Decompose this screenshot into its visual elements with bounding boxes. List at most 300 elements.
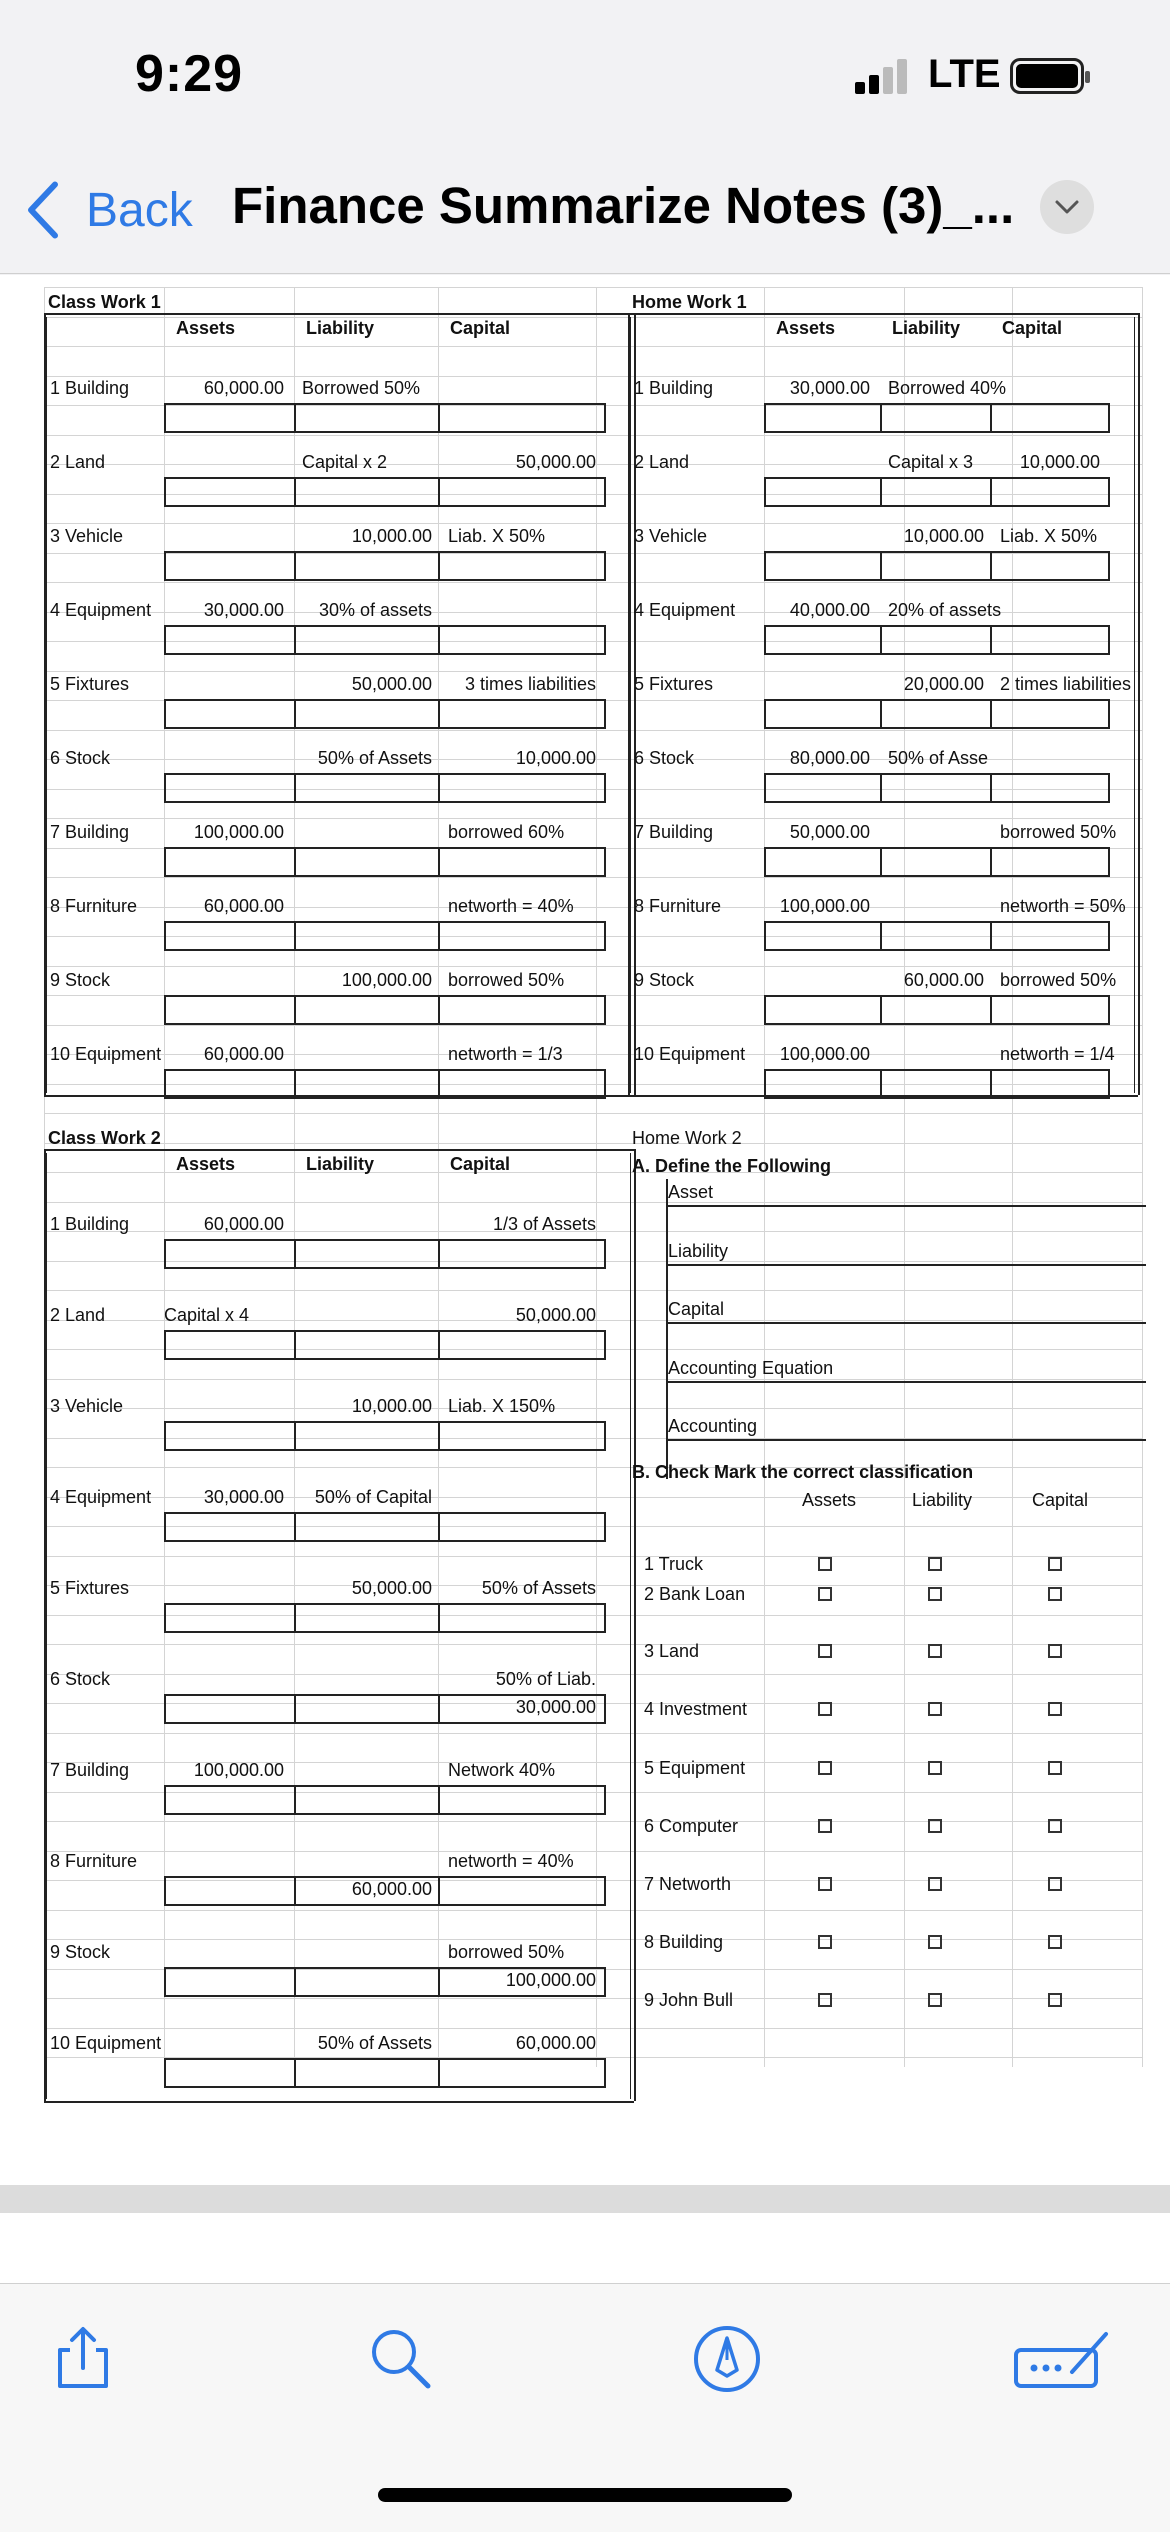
grid-row-line — [44, 641, 1142, 642]
row-label: 3 Vehicle — [634, 526, 708, 546]
title-menu-button[interactable] — [1040, 180, 1094, 234]
grid-row-line — [44, 936, 1142, 937]
answer-box — [294, 1603, 296, 1633]
column-header: Liability — [306, 318, 375, 338]
answer-box — [604, 1069, 606, 1099]
liability-cell: Borrowed 40% — [888, 378, 1007, 398]
check-item-label: 6 Computer — [644, 1816, 739, 1836]
answer-box — [764, 949, 1108, 951]
answer-box — [880, 477, 882, 507]
answer-box — [164, 505, 604, 507]
assets-cell: 30,000.00 — [789, 378, 870, 398]
grid-row-line — [44, 523, 1142, 524]
answer-box — [294, 1239, 296, 1269]
answer-box — [604, 1421, 606, 1451]
block-title: Class Work 1 — [48, 292, 161, 312]
define-term: Asset — [668, 1182, 714, 1202]
capital-cell: 60,000.00 — [515, 2033, 596, 2053]
answer-box — [880, 403, 882, 433]
grid-row-line — [44, 435, 1142, 436]
answer-box — [294, 1967, 296, 1997]
answer-box — [1108, 995, 1110, 1025]
share-button[interactable] — [48, 2324, 118, 2394]
table-border — [628, 313, 1138, 315]
check-item-label: 9 John Bull — [644, 1990, 734, 2010]
capital-cell: Liab. X 150% — [448, 1396, 556, 1416]
answer-box — [164, 773, 604, 775]
answer-box — [294, 995, 296, 1025]
row-label: 8 Furniture — [50, 1851, 138, 1871]
answer-box — [604, 1785, 606, 1815]
assets-cell: 60,000.00 — [203, 1044, 284, 1064]
grid-row-line — [44, 346, 1142, 347]
answer-box — [438, 1603, 440, 1633]
answer-box — [666, 1179, 668, 1479]
answer-box — [1108, 921, 1110, 951]
grid-row-line — [44, 1526, 1142, 1527]
answer-box — [438, 1785, 440, 1815]
answer-box — [164, 2058, 166, 2088]
markup-button[interactable] — [692, 2324, 762, 2394]
grid-column-line — [596, 287, 597, 2067]
table-border-inner — [46, 1153, 47, 2099]
answer-box — [164, 1449, 604, 1451]
capital-cell: networth = 40% — [448, 1851, 574, 1871]
grid-column-line — [1012, 287, 1013, 2067]
assets-cell: 80,000.00 — [789, 748, 870, 768]
row-label: 6 Stock — [634, 748, 695, 768]
answer-box — [164, 551, 166, 581]
grid-row-line — [44, 1939, 1142, 1940]
answer-box — [438, 625, 440, 655]
answer-box — [764, 847, 1108, 849]
liability-cell: 100,000.00 — [341, 970, 432, 990]
answer-box — [294, 1876, 296, 1906]
navigation-bar — [0, 150, 1170, 274]
row-label: 7 Building — [634, 822, 714, 842]
grid-row-line — [44, 671, 1142, 672]
assets-cell: 60,000.00 — [203, 1214, 284, 1234]
checkbox[interactable] — [818, 1819, 832, 1833]
answer-box — [164, 1239, 166, 1269]
answer-box — [604, 625, 606, 655]
answer-box — [294, 477, 296, 507]
answer-box — [164, 1330, 166, 1360]
column-header: Liability — [912, 1490, 973, 1510]
liability-cell: 10,000.00 — [351, 526, 432, 546]
answer-box — [294, 625, 296, 655]
column-header: Assets — [802, 1490, 857, 1510]
grid-row-line — [44, 405, 1142, 406]
checkbox[interactable] — [928, 1993, 942, 2007]
checkbox[interactable] — [928, 1644, 942, 1658]
grid-row-line — [44, 1880, 1142, 1881]
answer-box — [880, 1069, 882, 1099]
answer-box — [880, 847, 882, 877]
row-label: 8 Furniture — [50, 896, 138, 916]
answer-box — [1108, 773, 1110, 803]
checkbox[interactable] — [928, 1935, 942, 1949]
capital-cell: Liab. X 50% — [448, 526, 546, 546]
answer-box — [764, 801, 1108, 803]
checkbox[interactable] — [818, 1557, 832, 1571]
row-label: 1 Building — [634, 378, 714, 398]
capital-cell: 50% of Assets — [481, 1578, 596, 1598]
section-heading: B. Check Mark the correct classification — [632, 1462, 974, 1482]
answer-box — [164, 1267, 604, 1269]
answer-box — [164, 1512, 604, 1514]
answer-box — [438, 699, 440, 729]
answer-box — [990, 773, 992, 803]
check-item-label: 1 Truck — [644, 1554, 704, 1574]
answer-box — [164, 773, 166, 803]
document-view[interactable] — [0, 275, 1170, 2185]
answer-box — [294, 1069, 296, 1099]
answer-box — [990, 995, 992, 1025]
answer-box — [164, 1694, 166, 1724]
answer-box — [438, 1069, 440, 1099]
answer-box — [1108, 403, 1110, 433]
liability-cell: 20% of assets — [888, 600, 1002, 620]
answer-box — [764, 625, 766, 655]
answer-box — [438, 1876, 440, 1906]
answer-box — [164, 1097, 604, 1099]
grid-row-line — [44, 1998, 1142, 1999]
answer-box — [764, 505, 1108, 507]
checkbox[interactable] — [818, 1935, 832, 1949]
grid-row-line — [44, 1290, 1142, 1291]
checkbox[interactable] — [818, 1702, 832, 1716]
column-header: Assets — [176, 1154, 236, 1174]
answer-box — [604, 1694, 606, 1724]
assets-cell: 100,000.00 — [779, 896, 870, 916]
answer-box — [438, 773, 440, 803]
answer-box — [438, 403, 440, 433]
liability-cell: 20,000.00 — [903, 674, 984, 694]
liability-cell: 30% of assets — [318, 600, 432, 620]
checkbox[interactable] — [928, 1761, 942, 1775]
answer-box — [294, 403, 296, 433]
liability-cell: 60,000.00 — [903, 970, 984, 990]
checkbox[interactable] — [1048, 1935, 1062, 1949]
answer-box — [604, 921, 606, 951]
checkbox[interactable] — [928, 1587, 942, 1601]
checkbox[interactable] — [1048, 1644, 1062, 1658]
row-label: 4 Equipment — [50, 1487, 152, 1507]
answer-box — [880, 699, 882, 729]
answer-box — [164, 699, 166, 729]
answer-box — [164, 847, 604, 849]
assets-cell: 40,000.00 — [789, 600, 870, 620]
checkbox[interactable] — [818, 1644, 832, 1658]
answer-box — [764, 995, 1108, 997]
assets-cell: 60,000.00 — [203, 378, 284, 398]
signal-icon — [855, 58, 915, 94]
checkbox[interactable] — [928, 1877, 942, 1891]
capital-cell: networth = 1/3 — [448, 1044, 563, 1064]
grid-column-line — [904, 287, 905, 2067]
markup-pen-icon — [692, 2324, 762, 2394]
table-border — [1138, 313, 1140, 1095]
form-fill-button[interactable] — [1010, 2324, 1114, 2394]
answer-box — [764, 477, 1108, 479]
checkbox[interactable] — [1048, 1993, 1062, 2007]
answer-box — [764, 579, 1108, 581]
answer-box — [164, 1512, 166, 1542]
answer-box — [294, 921, 296, 951]
answer-box — [438, 1239, 440, 1269]
answer-box — [164, 1967, 166, 1997]
liability-cell: 10,000.00 — [351, 1396, 432, 1416]
search-icon — [366, 2324, 436, 2394]
row-label: 5 Fixtures — [50, 674, 130, 694]
answer-box — [764, 1069, 766, 1099]
check-item-label: 2 Bank Loan — [644, 1584, 746, 1604]
answer-box — [164, 727, 604, 729]
capital-cell: networth = 50% — [1000, 896, 1126, 916]
answer-box — [438, 477, 440, 507]
search-button[interactable] — [366, 2324, 436, 2394]
answer-box — [438, 847, 440, 877]
checkbox[interactable] — [818, 1993, 832, 2007]
answer-box — [764, 551, 766, 581]
row-label: 2 Land — [50, 1305, 106, 1325]
answer-box — [294, 773, 296, 803]
define-term: Capital — [668, 1299, 725, 1319]
answer-box — [294, 1694, 296, 1724]
checkbox[interactable] — [1048, 1819, 1062, 1833]
grid-row-line — [44, 1084, 1142, 1085]
grid-row-line — [44, 287, 1142, 288]
liability-cell: 50% of Capital — [314, 1487, 432, 1507]
answer-box — [764, 727, 1108, 729]
table-border — [634, 1149, 636, 2101]
answer-box — [164, 949, 604, 951]
grid-row-line — [44, 1615, 1142, 1616]
answer-box — [764, 773, 766, 803]
liability-cell: Capital x 2 — [302, 452, 388, 472]
column-header: Capital — [1032, 1490, 1089, 1510]
answer-box — [764, 1097, 1108, 1099]
row-label: 9 Stock — [50, 1942, 111, 1962]
answer-box — [164, 801, 604, 803]
chevron-left-icon — [24, 180, 62, 240]
answer-box — [764, 551, 1108, 553]
answer-line — [666, 1381, 1146, 1383]
answer-box — [164, 921, 604, 923]
answer-box — [764, 1023, 1108, 1025]
row-label: 10 Equipment — [50, 2033, 162, 2053]
checkbox[interactable] — [1048, 1702, 1062, 1716]
assets-cell: 30,000.00 — [203, 600, 284, 620]
answer-box — [438, 1694, 440, 1724]
answer-box — [764, 699, 766, 729]
answer-box — [164, 1785, 166, 1815]
column-header: Liability — [892, 318, 961, 338]
checkbox[interactable] — [928, 1557, 942, 1571]
assets-cell: 100,000.00 — [193, 822, 284, 842]
checkbox[interactable] — [1048, 1587, 1062, 1601]
answer-box — [438, 1967, 440, 1997]
grid-row-line — [44, 730, 1142, 731]
grid-row-line — [44, 1733, 1142, 1734]
answer-box — [164, 625, 166, 655]
answer-box — [164, 2058, 604, 2060]
check-item-label: 8 Building — [644, 1932, 724, 1952]
row-label: 3 Vehicle — [50, 1396, 124, 1416]
table-border-inner — [1134, 317, 1135, 1093]
capital-cell: borrowed 50% — [1000, 970, 1117, 990]
answer-box — [990, 625, 992, 655]
grid-row-line — [44, 1821, 1142, 1822]
back-button[interactable] — [24, 178, 193, 242]
row-label: 6 Stock — [50, 748, 111, 768]
answer-box — [990, 921, 992, 951]
answer-box — [764, 653, 1108, 655]
answer-box — [764, 921, 1108, 923]
grid-row-line — [44, 494, 1142, 495]
checkbox[interactable] — [1048, 1557, 1062, 1571]
answer-box — [880, 995, 882, 1025]
assets-cell: 30,000.00 — [203, 1487, 284, 1507]
answer-box — [164, 1995, 604, 1997]
define-term: Liability — [668, 1240, 729, 1261]
capital-cell: borrowed 50% — [448, 970, 565, 990]
row-label: 4 Equipment — [634, 600, 736, 620]
row-label: 6 Stock — [50, 1669, 111, 1689]
grid-row-line — [44, 1202, 1142, 1203]
result-cell: 60,000.00 — [351, 1879, 432, 1899]
checkbox[interactable] — [928, 1702, 942, 1716]
check-item-label: 4 Investment — [644, 1699, 748, 1719]
grid-row-line — [44, 2028, 1142, 2029]
liability-cell: 50% of Asse — [888, 748, 989, 768]
capital-cell: 2 times liabilities — [1000, 674, 1132, 694]
answer-box — [764, 875, 1108, 877]
answer-box — [164, 1023, 604, 1025]
share-icon — [48, 2324, 118, 2394]
answer-box — [164, 653, 604, 655]
row-label: 1 Building — [50, 378, 130, 398]
answer-box — [164, 403, 604, 405]
chevron-down-icon — [1054, 198, 1080, 216]
grid-row-line — [44, 1644, 1142, 1645]
row-label: 9 Stock — [634, 970, 695, 990]
checkbox[interactable] — [818, 1587, 832, 1601]
grid-row-line — [44, 789, 1142, 790]
row-label: 8 Furniture — [634, 896, 722, 916]
answer-box — [764, 431, 1108, 433]
answer-box — [164, 1904, 604, 1906]
answer-box — [164, 551, 604, 553]
grid-row-line — [44, 1556, 1142, 1557]
answer-box — [1108, 847, 1110, 877]
answer-line — [666, 1322, 1146, 1324]
answer-box — [604, 699, 606, 729]
assets-cell: 100,000.00 — [779, 1044, 870, 1064]
define-term: Accounting Equation — [668, 1357, 834, 1378]
answer-box — [764, 921, 766, 951]
checkbox[interactable] — [928, 1819, 942, 1833]
answer-box — [1108, 551, 1110, 581]
grid-row-line — [44, 1261, 1142, 1262]
row-label: 4 Equipment — [50, 600, 152, 620]
page-separator — [0, 2185, 1170, 2213]
answer-box — [604, 403, 606, 433]
answer-box — [164, 1813, 604, 1815]
status-bar — [0, 0, 1170, 150]
answer-box — [764, 477, 766, 507]
answer-box — [764, 625, 1108, 627]
row-label: 2 Land — [634, 452, 690, 472]
answer-box — [164, 477, 166, 507]
answer-line — [666, 1439, 1146, 1441]
answer-box — [764, 847, 766, 877]
answer-box — [604, 477, 606, 507]
liability-cell: 10,000.00 — [903, 526, 984, 546]
capital-cell: 50% of Liab. — [495, 1669, 596, 1689]
answer-box — [164, 921, 166, 951]
answer-box — [438, 2058, 440, 2088]
checkbox[interactable] — [818, 1761, 832, 1775]
answer-box — [604, 1967, 606, 1997]
answer-box — [164, 995, 166, 1025]
table-border-inner — [46, 317, 47, 1093]
answer-box — [164, 1876, 604, 1878]
answer-box — [604, 847, 606, 877]
column-header: Capital — [1002, 318, 1063, 338]
table-border-inner — [630, 1153, 631, 2099]
capital-cell: 3 times liabilities — [464, 674, 596, 694]
checkbox[interactable] — [1048, 1877, 1062, 1891]
block-title: Home Work 2 — [632, 1128, 742, 1148]
answer-box — [990, 403, 992, 433]
grid-row-line — [44, 1379, 1142, 1380]
answer-box — [164, 1069, 604, 1071]
capital-cell: Liab. X 50% — [1000, 526, 1098, 546]
answer-box — [990, 699, 992, 729]
answer-box — [164, 1330, 604, 1332]
answer-box — [164, 1540, 604, 1542]
row-label: 9 Stock — [50, 970, 111, 990]
answer-line — [666, 1264, 1146, 1266]
answer-box — [164, 847, 166, 877]
answer-box — [164, 699, 604, 701]
section-heading: A. Define the Following — [632, 1156, 831, 1176]
liability-cell: 50% of Assets — [317, 2033, 432, 2053]
capital-cell: 50,000.00 — [515, 1305, 596, 1325]
check-item-label: 5 Equipment — [644, 1758, 746, 1778]
answer-box — [164, 1069, 166, 1099]
network-label: LTE — [928, 52, 1001, 96]
liability-cell: 50% of Assets — [317, 748, 432, 768]
row-label: 7 Building — [50, 1760, 130, 1780]
block-title: Class Work 2 — [48, 1128, 161, 1148]
liability-cell: Borrowed 50% — [302, 378, 421, 398]
check-item-label: 7 Networth — [644, 1874, 732, 1894]
answer-box — [294, 1785, 296, 1815]
column-header: Capital — [450, 1154, 511, 1174]
checkbox[interactable] — [818, 1877, 832, 1891]
capital-cell: 1/3 of Assets — [492, 1214, 596, 1234]
answer-box — [164, 1421, 166, 1451]
checkbox[interactable] — [1048, 1761, 1062, 1775]
column-header: Capital — [450, 318, 511, 338]
answer-box — [1108, 625, 1110, 655]
answer-box — [604, 1239, 606, 1269]
answer-box — [990, 551, 992, 581]
liability-cell: 50,000.00 — [351, 1578, 432, 1598]
